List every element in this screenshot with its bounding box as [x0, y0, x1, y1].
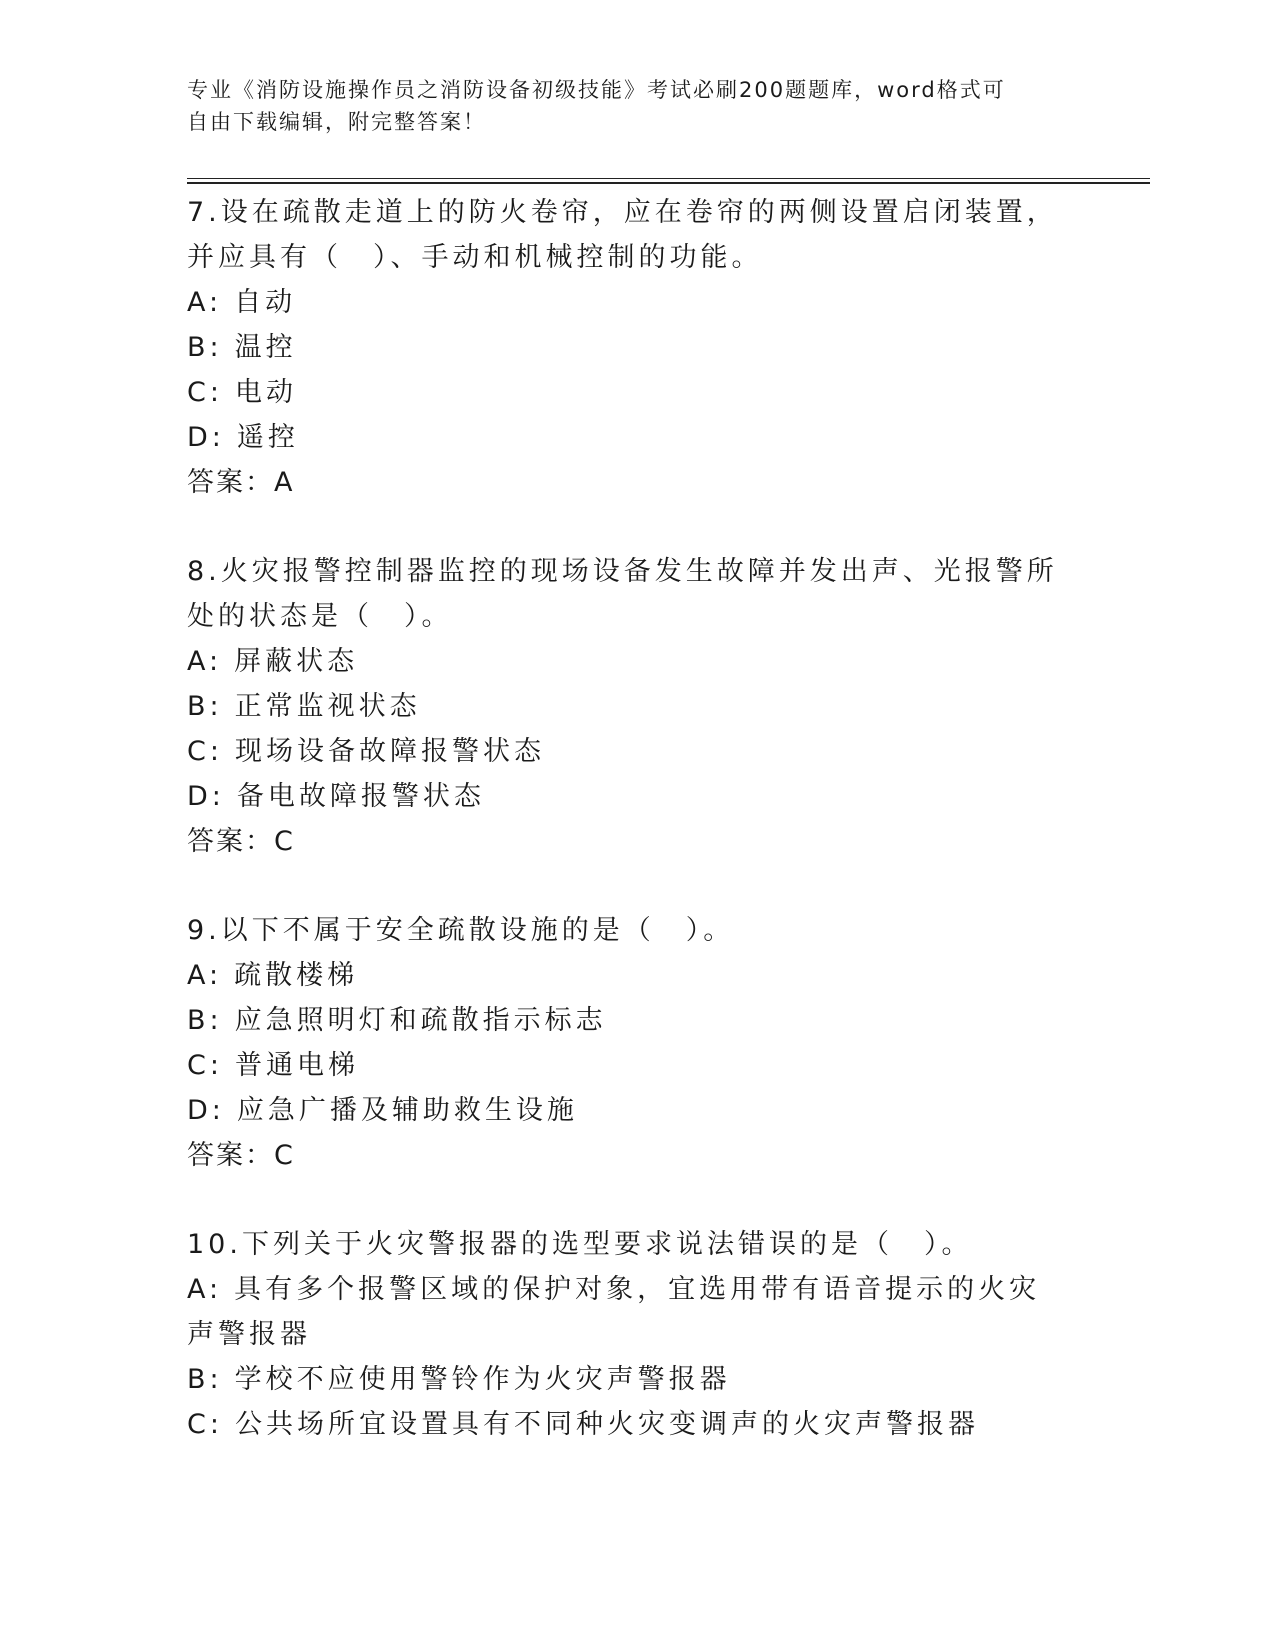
option-b	[187, 684, 1067, 729]
question-text: 10.下列关于火灾警报器的选型要求说法错误的是（ ）。	[187, 1229, 973, 1260]
option-text: 屏蔽状态	[234, 646, 359, 677]
option-key: C:	[187, 1050, 223, 1081]
document-header	[187, 74, 1067, 138]
option-text: 公共场所宜设置具有不同种火灾变调声的火灾声警报器	[234, 1409, 979, 1440]
option-a	[187, 1267, 1067, 1357]
option-key: B:	[187, 1005, 223, 1036]
option-text: 电动	[234, 377, 297, 408]
option-text: 学校不应使用警铃作为火灾声警报器	[234, 1364, 731, 1395]
option-text: 遥控	[236, 422, 299, 453]
option-key: A:	[187, 646, 223, 677]
option-b	[187, 325, 1067, 370]
option-text: 普通电梯	[234, 1050, 359, 1081]
question-text: 8.火灾报警控制器监控的现场设备发生故障并发出声、光报警所处的状态是（ ）。	[187, 556, 1058, 632]
question-7	[187, 190, 1067, 505]
question-text: 9.以下不属于安全疏散设施的是（ ）。	[187, 915, 735, 946]
option-d	[187, 774, 1067, 819]
option-c	[187, 729, 1067, 774]
option-key: B:	[187, 691, 223, 722]
option-key: C:	[187, 377, 223, 408]
option-c	[187, 1043, 1067, 1088]
answer: 答案：C	[187, 826, 295, 857]
option-text: 疏散楼梯	[234, 960, 359, 991]
option-text: 现场设备故障报警状态	[234, 736, 545, 767]
option-text: 自动	[234, 287, 297, 318]
header-line-1: 专业《消防设施操作员之消防设备初级技能》考试必刷200题题库，word格式可	[187, 78, 1006, 102]
question-9	[187, 908, 1067, 1178]
option-d	[187, 1088, 1067, 1133]
header-divider-thick	[187, 182, 1150, 184]
option-key: B:	[187, 1364, 223, 1395]
question-text: 7.设在疏散走道上的防火卷帘，应在卷帘的两侧设置启闭装置，并应具有（ ）、手动和机械控制的功能。	[187, 197, 1058, 273]
option-b	[187, 998, 1067, 1043]
question-10	[187, 1222, 1067, 1447]
option-key: D:	[187, 1095, 225, 1126]
option-key: C:	[187, 736, 223, 767]
header-divider-thin	[187, 178, 1150, 179]
option-key: A:	[187, 1274, 223, 1305]
option-text: 温控	[234, 332, 297, 363]
option-key: B:	[187, 332, 223, 363]
option-text: 应急广播及辅助救生设施	[236, 1095, 578, 1126]
header-line-2: 自由下载编辑，附完整答案！	[187, 110, 486, 134]
option-a	[187, 639, 1067, 684]
question-8	[187, 549, 1067, 864]
option-text: 具有多个报警区域的保护对象，宜选用带有语音提示的火灾声警报器	[187, 1274, 1041, 1350]
option-b	[187, 1357, 1067, 1402]
option-key: C:	[187, 1409, 223, 1440]
option-text: 正常监视状态	[234, 691, 421, 722]
option-key: D:	[187, 781, 225, 812]
option-c	[187, 1402, 1067, 1447]
option-key: A:	[187, 960, 223, 991]
answer: 答案：A	[187, 467, 295, 498]
option-text: 应急照明灯和疏散指示标志	[234, 1005, 607, 1036]
option-d	[187, 415, 1067, 460]
option-key: D:	[187, 422, 225, 453]
question-list	[187, 190, 1067, 1491]
option-key: A:	[187, 287, 223, 318]
option-a	[187, 953, 1067, 998]
option-a	[187, 280, 1067, 325]
answer: 答案：C	[187, 1140, 295, 1171]
option-text: 备电故障报警状态	[236, 781, 485, 812]
option-c	[187, 370, 1067, 415]
